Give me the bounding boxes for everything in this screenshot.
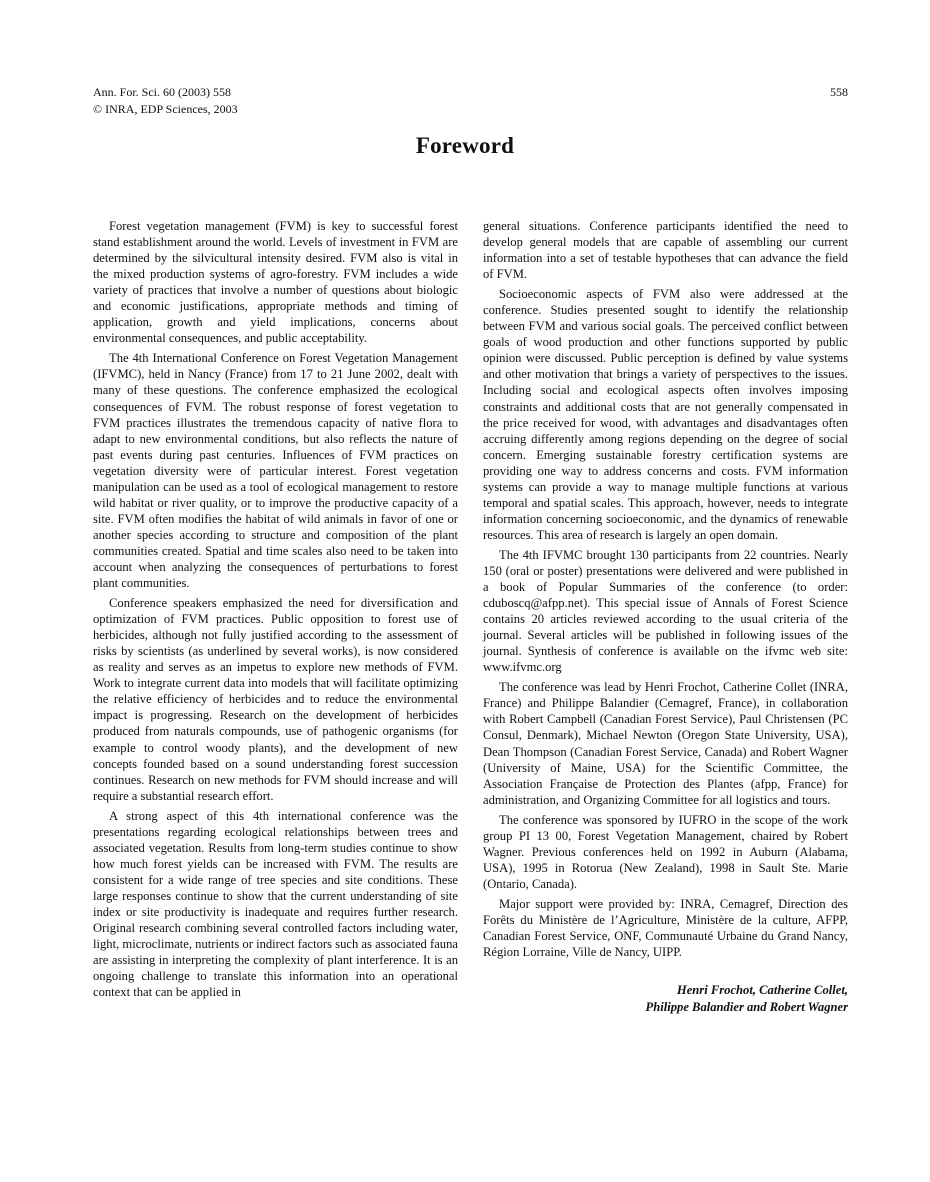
paragraph: Socioeconomic aspects of FVM also were addressed at the conference. Studies presented sought to identify the relationship between FVM and various social goals. The perceived conflict between goals of wood production and other functions supported by public opinion were discussed. Public perception is defined by value systems and other motivation that brings a variety of perspectives to the issues. Including social and ecological aspects often involves imposing constraints and additional costs that are not generally compensated in the price received for wood, with advantages and disadvantages often accruing differently among regions depending on the degree of social concern. Emerging sustainable forestry certification systems are providing one way to address concerns and costs. FVM information systems can provide a way to manage multiple functions at various temporal and spatial scales. This approach, however, needs to integrate information concerning socioeconomic, and the dynamics of renewable resources. This area of research is largely an open domain. xyxy=(483,287,848,542)
signature-line-2: Philippe Balandier and Robert Wagner xyxy=(645,1000,848,1015)
paragraph: The 4th IFVMC brought 130 participants from 22 countries. Nearly 150 (oral or poster) presentations were delivered and were published in a book of Popular Summaries of the conference (to order: cduboscq@afpp.net). This special issue of Annals of Forest Science contains 20 articles reviewed according to the usual criteria of the journal. Several articles will be published in following issues of the journal. Synthesis of conference is available on the ifvmc web site: www.ifvmc.org xyxy=(483,547,848,675)
page-number: 558 xyxy=(830,85,848,99)
copyright-line: © INRA, EDP Sciences, 2003 xyxy=(93,102,238,116)
journal-citation: Ann. For. Sci. 60 (2003) 558 xyxy=(93,85,231,99)
journal-header xyxy=(93,84,238,118)
paragraph: The conference was sponsored by IUFRO in the scope of the work group PI 13 00, Forest Vegetation Management, chaired by Robert Wagner. Previous conferences held on 1992 in Auburn (Alabama, USA), 1995 in Rotorua (New Zealand), 1998 in Sault Ste. Marie (Ontario, Canada). xyxy=(483,812,848,891)
paragraph: Major support were provided by: INRA, Cemagref, Direction des Forêts du Ministère de l’Agriculture, Ministère de la culture, AFPP, Canadian Forest Service, ONF, Communauté Urbaine du Grand Nancy, Région Lorraine, Ville de Nancy, UIPP. xyxy=(483,896,848,960)
author-signature xyxy=(483,982,848,1016)
paragraph: Forest vegetation management (FVM) is key to successful forest stand establishment around the world. Levels of investment in FVM are determined by the silvicultural intensity desired. FVM also is vital in the mixed production systems of agro-forestry. FVM includes a wide variety of practices that involve a number of questions about biologic and economic justifications, appropriate methods and timing of application, growth and yield implications, concerns about environmental consequences, and public acceptability. xyxy=(93,219,458,346)
signature-line-1: Henri Frochot, Catherine Collet, xyxy=(676,983,848,998)
right-column xyxy=(483,218,848,1016)
left-column xyxy=(93,218,458,1004)
paragraph: The 4th International Conference on Forest Vegetation Management (IFVMC), held in Nancy (France) from 17 to 21 June 2002, dealt with many of these questions. The conference emphasized the ecological consequences of FVM. The robust response of forest vegetation to FVM practices illustrates the tremendous capacity of native flora to adapt to new environmental conditions, but also reflects the nature of past events during past centuries. Influences of FVM practices on vegetation diversity were of particular interest. Forest vegetation manipulation can be used as a tool of ecological management to restore wild habitat or river quality, or to improve the productive capacity of a site. FVM often modifies the habitat of wild animals in favor of one or another species according to structure and composition of the plant communities created. Spatial and time scales also need to be taken into account when analyzing the consequences of perturbations to forest plant communities. xyxy=(93,351,458,591)
paragraph-continuation: general situations. Conference participants identified the need to develop general models that are capable of assembling our current information into a set of testable hypotheses that can advance the field of FVM. xyxy=(483,219,848,282)
page-title: Foreword xyxy=(415,133,515,158)
paragraph: The conference was lead by Henri Frochot, Catherine Collet (INRA, France) and Philippe Balandier (Cemagref, France), in collaboration with Robert Campbell (Canadian Forest Service), Paul Christensen (PC Consul, Denmark), Michael Newton (Oregon State University, USA), Dean Thompson (Canadian Forest Service, Canada) and Robert Wagner (University of Maine, USA) for the Scientific Committee, the Association Française de Protection des Plantes (afpp, France) for administration, and Organizing Committee for all logistics and tours. xyxy=(483,680,848,807)
paragraph: Conference speakers emphasized the need for diversification and optimization of FVM practices. Public opposition to forest use of herbicides, although not fully justified according to the assessment of risks by scientists (as underlined by several works), is now considered as reality and serves as an impetus to explore new methods of FVM. Work to integrate current data into models that will facilitate optimizing the relative efficiency of herbicides and to reduce the environmental impact is progressing. Research on the development of herbicides produced from naturals compounds, use of pathogenic organisms (for example to control woody plants), and the development of new concepts founded based on a sound understanding forest succession continues. Research on new methods for FVM should increase and will require a substantial research effort. xyxy=(93,596,458,803)
paragraph: A strong aspect of this 4th international conference was the presentations regarding ecological relationships between trees and associated vegetation. Results from long-term studies continue to show how much forest yields can be increased with FVM. The results are consistent for a wide range of tree species and site conditions. These large responses continue to show that the current understanding of site index or site productivity is inadequate and requires further research. Original research combining several controlled factors including water, light, microclimate, nutrients or indirect factors such as associated fauna are assisting in interpreting the complexity of plant interference. It is an ongoing challenge to translate this information into an operational context that can be applied in xyxy=(93,808,458,1000)
